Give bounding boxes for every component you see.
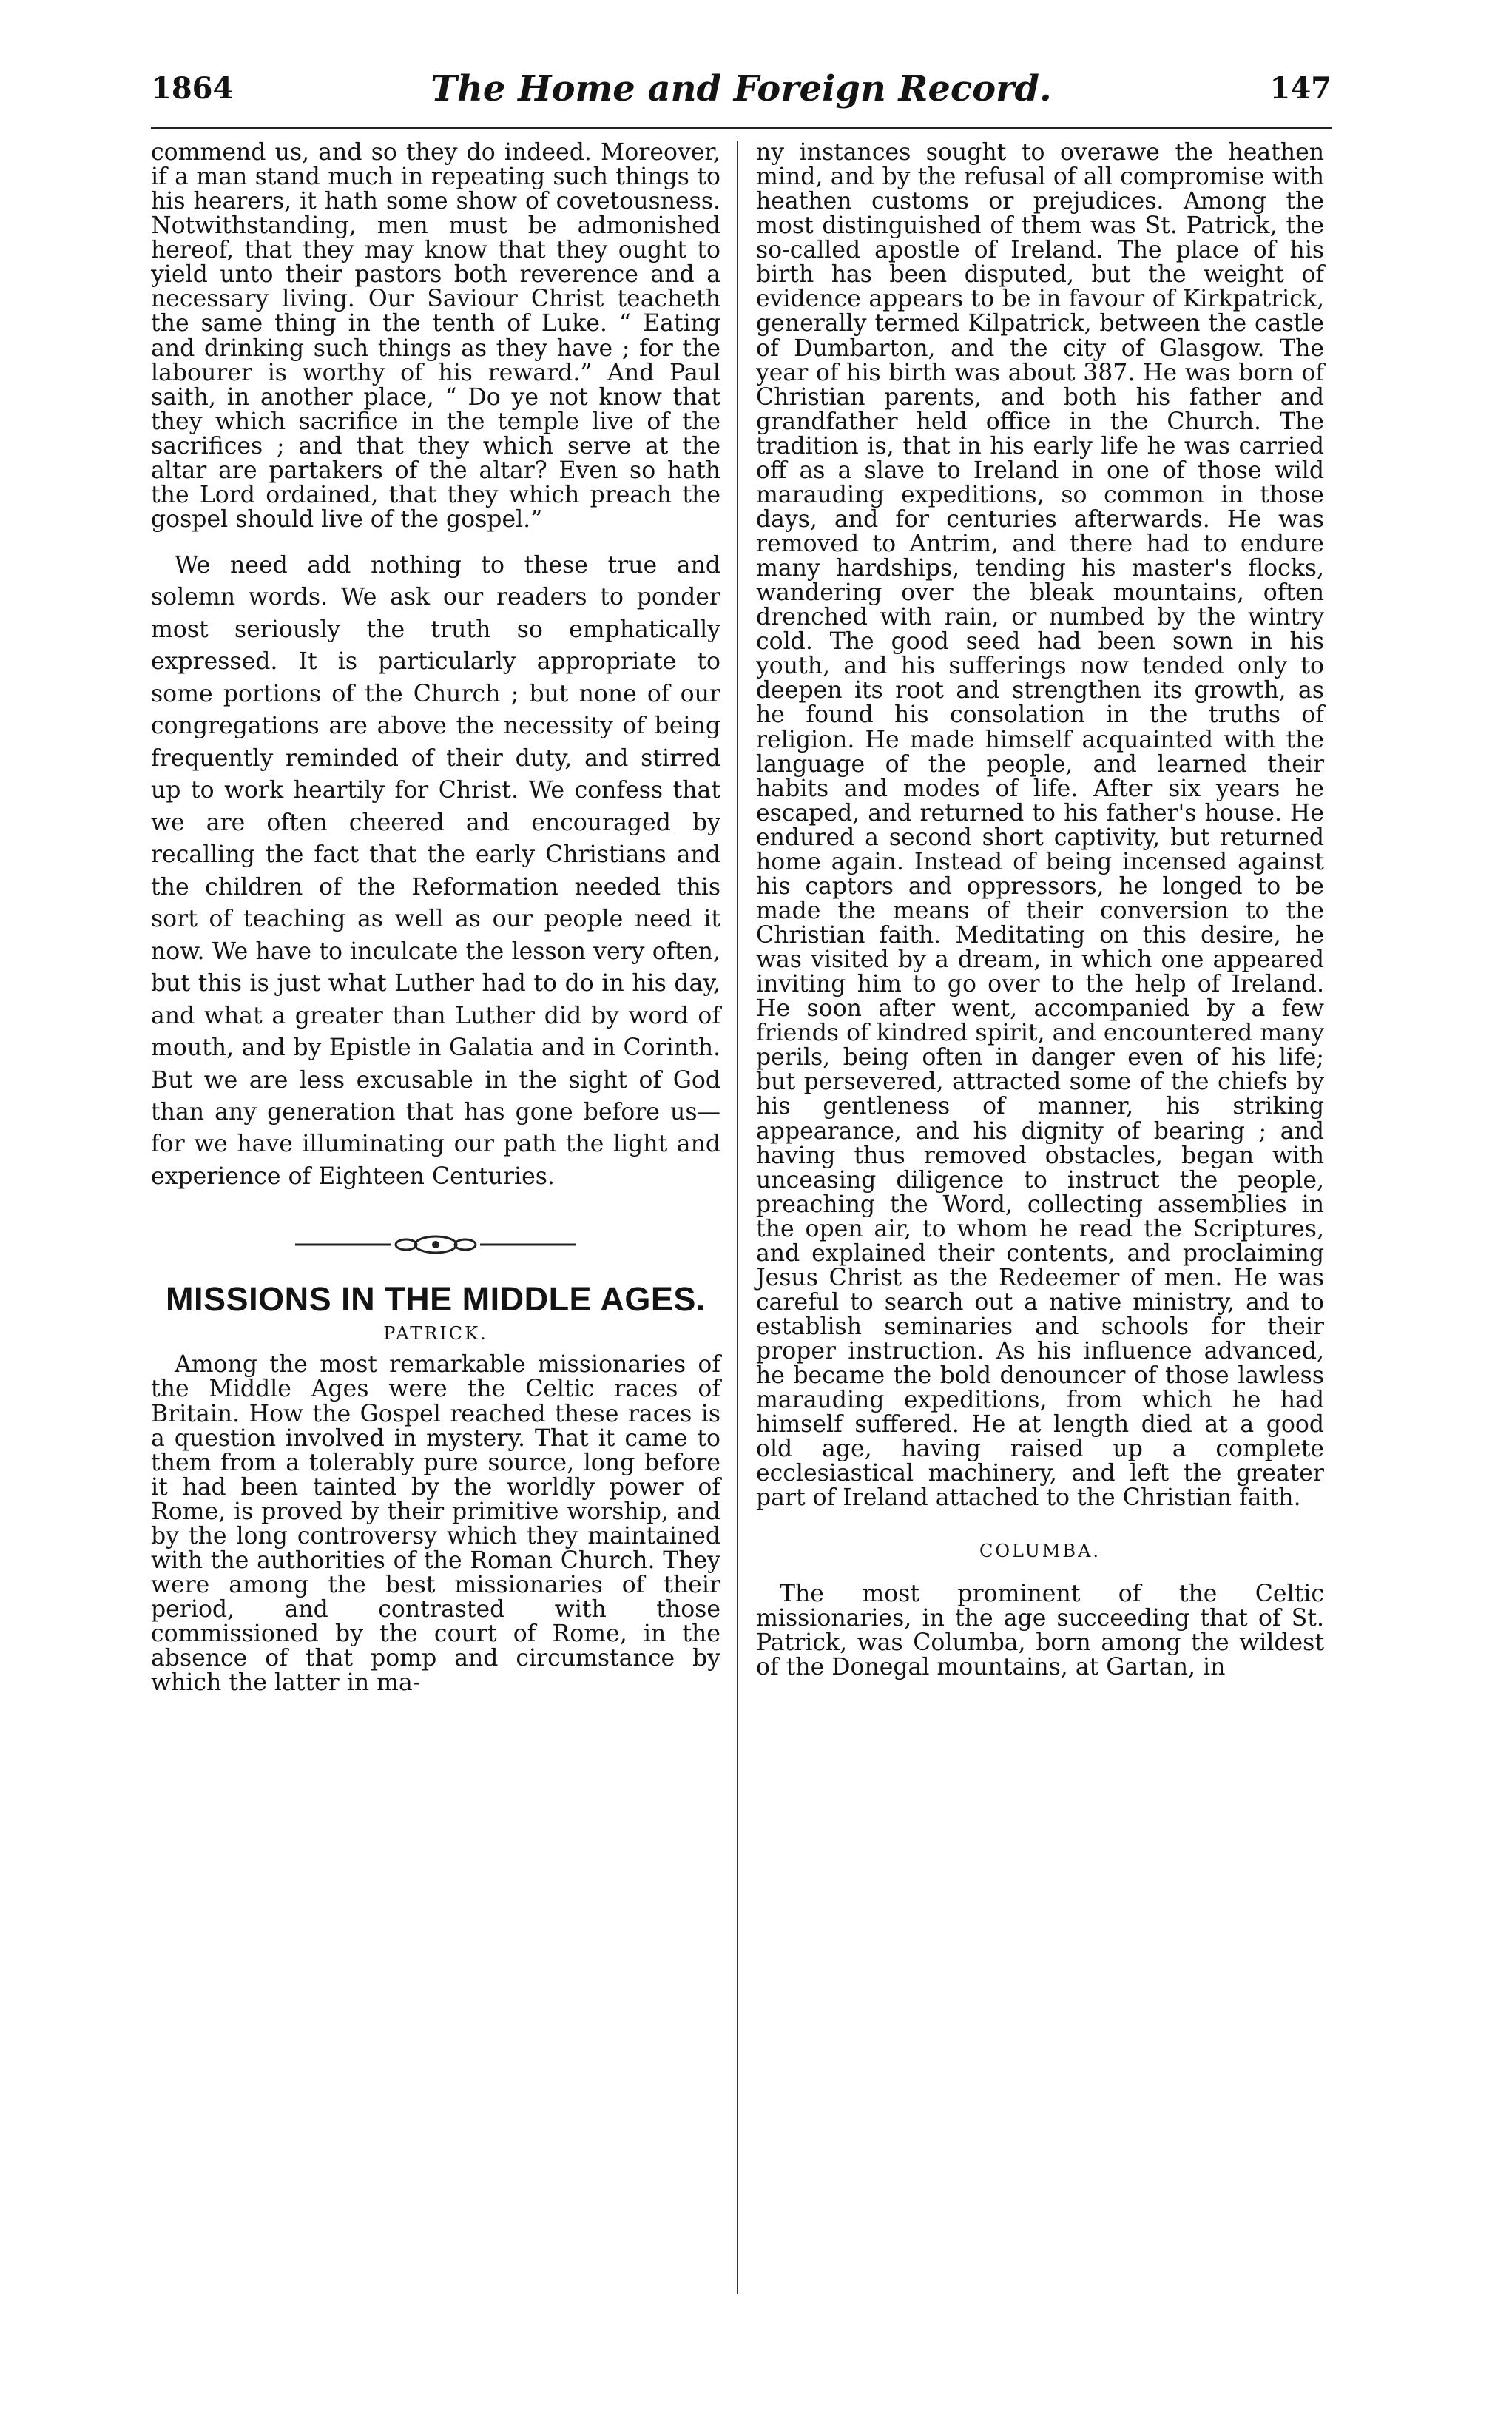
column-divider xyxy=(737,141,738,2294)
left-paragraph-2: We need add nothing to these true and solemn words. We ask our readers to ponder most seriously the truth so emphatically expressed. It is particularly appropriate to some portions of the Church ; but none of our congregations are above the necessity of being frequently reminded of their duty, and stirred up to work heartily for Christ. We confess that we are often cheered and encouraged by recalling the fact that the early Christians and the children of the Reformation needed this sort of teaching as well as our people need it now. We have to inculcate the lesson very often, but this is just what Luther had to do in his day, and what a greater than Luther did by word of mouth, and by Epistle in Galatia and in Corinth. But we are less excusable in the sight of God than any generation that has gone before us—for we have illuminating our path the light and experience of Eighteen Centuries. xyxy=(151,552,720,1190)
right-paragraph-1: ny instances sought to overawe the heathen mind, and by the refusal of all compromise with heathen customs or prejudices. Among the most distinguished of them was St. Patrick, the so-called apostle of Ireland. The place of his birth has been disputed, but the weight of evidence appears to be in favour of Kirkpatrick, generally termed Kilpatrick, between the castle of Dumbarton, and the city of Glasgow. The year of his birth was about 387. He was born of Christian parents, and both his father and grandfather held office in the Church. The tradition is, that in his early life he was carried off as a slave to Ireland in one of those wild marauding expeditions, so common in those days, and for centuries afterwards. He was removed to Antrim, and there had to endure many hardships, tending his master's flocks, wandering over the bleak mountains, often drenched with rain, or numbed by the wintry cold. The good seed had been sown in his youth, and his sufferings now tended only to deepen its root and strengthen its growth, as he found his consolation in the truths of religion. He made himself acquainted with the language of the people, and learned their habits and modes of life. After six years he escaped, and returned to his father's house. He endured a second short captivity, but returned home again. Instead of being incensed against his captors and oppressors, he longed to be made the means of their conversion to the Christian faith. Meditating on this desire, he was visited by a dream, in which one appeared inviting him to go over to the help of Ireland. He soon after went, accompanied by a few friends of kindred spirit, and encountered many perils, being often in danger even of his life; but persevered, attracted some of the chiefs by his gentleness of manner, his striking appearance, and his dignity of bearing ; and having thus removed obstacles, began with unceasing diligence to instruct the people, preaching the Word, collecting assemblies in the open air, to whom he read the Scriptures, and explained their contents, and proclaiming Jesus Christ as the Redeemer of men. He was careful to search out a native ministry, and to establish seminaries and schools for their proper instruction. As his influence advanced, he became the bold denouncer of those lawless marauding expeditions, from which he had himself suffered. He at length died at a good old age, having raised up a complete ecclesiastical machinery, and left the greater part of Ireland attached to the Christian faith. xyxy=(756,139,1324,1512)
right-column xyxy=(756,141,1324,1680)
left-column xyxy=(151,141,720,1695)
header-title: The Home and Foreign Record. xyxy=(431,68,1052,110)
header-year: 1864 xyxy=(151,71,234,106)
ornament-divider xyxy=(288,1230,584,1259)
subhead-columba: COLUMBA. xyxy=(979,1540,1101,1561)
left-paragraph-1: commend us, and so they do indeed. Moreover, if a man stand much in repeating such things to his hearers, it hath some show of covetousness. Notwithstanding, men must be admonished hereof, that they may know that they ought to yield unto their pastors both reverence and a necessary living. Our Saviour Christ teacheth the same thing in the tenth of Luke. “ Eating and drinking such things as they have ; for the labourer is worthy of his reward.” And Paul saith, in another place, “ Do ye not know that they which sacrifice in the temple live of the sacrifices ; and that they which serve at the altar are partakers of the altar? Even so hath the Lord ordained, that they which preach the gospel should live of the gospel.” xyxy=(151,139,720,533)
right-paragraph-2: The most prominent of the Celtic missionaries, in the age succeeding that of St. Patrick, was Columba, born among the wildest of the Donegal mountains, at Gartan, in xyxy=(756,1580,1324,1680)
left-paragraph-3: Among the most remarkable missionaries of the Middle Ages were the Celtic races of Britain. How the Gospel reached these races is a question involved in mystery. That it came to them from a tolerably pure source, long before it had been tainted by the worldly power of Rome, is proved by their primitive worship, and by the long controversy which they maintained with the authorities of the Roman Church. They were among the best missionaries of their period, and contrasted with those commissioned by the court of Rome, in the absence of that pomp and circumstance by which the latter in ma- xyxy=(151,1351,720,1697)
subhead-patrick: PATRICK. xyxy=(383,1323,488,1345)
header-rule xyxy=(151,127,1332,129)
page-header xyxy=(151,68,1332,118)
header-page-number: 147 xyxy=(1269,71,1332,106)
section-title: MISSIONS IN THE MIDDLE AGES. xyxy=(166,1280,706,1319)
